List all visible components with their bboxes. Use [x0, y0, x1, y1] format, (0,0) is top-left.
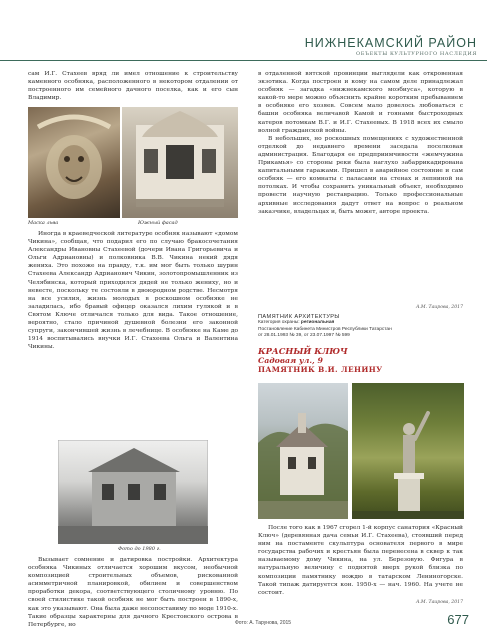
photo-south-facade	[122, 107, 238, 218]
category-label: Категория охраны:	[258, 320, 300, 325]
photo-old-building	[58, 440, 208, 544]
monument-heading	[258, 346, 463, 374]
old-building-drawing	[58, 440, 208, 544]
left-mid-text	[28, 230, 238, 351]
photo-lion-mask	[28, 107, 120, 218]
author-credit-2: А.М. Таирова, 2017	[415, 600, 463, 605]
facade-drawing	[122, 107, 238, 218]
register-heading: ПАМЯТНИК АРХИТЕКТУРЫ	[258, 314, 340, 320]
right-paragraph-bottom: После того как в 1967 сгорел 1-й корпус санатория «Красный Ключ» (деревянная дача семьи И.Г. Стахеева), стоявший перед ним на постаменте скульптура основателя первого в мире государства рабочих и крестьян была перенесена в сквер к так называемому дому Чикина, на ул. Березовую. Фигура в натуральную величину с поднятой вверх рукой близка по композиции памятнику вождю в татарском Лениногорске. Такой типаж датируется кон. 1950-х — нач. 1960. На учете не состоит.	[258, 525, 463, 596]
register-decree: Постановление Кабинета Министров Республики Татарстан	[258, 326, 392, 332]
right-paragraph-mid: В небольших, но роскошных помещениях с художественной отделкой до недавнего времени заседала поселковая администрация. Благодаря ее предприимчивости «жемчужина Прикамья» со стороны реки была наглухо забаррикадирована капитальными гаражами. Пришел в аварийное состояние и сам особняк — его комнаты с паласами на стенах и лепниной на потолках. И чтобы сохранить уникальный объект, необходимо провести научную реставрацию. Только профессиональные архивные исследования дадут ответ на вопрос о реальном заказчике, владельцах и, быть может, авторе проекта.	[258, 135, 463, 215]
category-value: региональная	[300, 320, 335, 325]
monument-drawing	[352, 383, 464, 519]
left-paragraph-bottom: Вызывает сомнение и датировка постройки. Архитектура особняка Чикиных отличается хорошим вкусом, необычной композицией строительных объемов, рискованной асимметричной планировкой, обилием и совершенством проработки декора, соответствующего столичному уровню. По своей стилистике такой особняк не мог быть построен в 1890-х, как это указывают. Она была даже несопоставиму по моде 1910-х. Такие образцы характерны для дачного Крестовского острова в Петербурге, но	[28, 557, 238, 628]
monument-street: Садовая ул., 9	[258, 356, 323, 365]
register-number: от 28.01.1993 № 39, от 23.07.1997 № 599	[258, 333, 350, 339]
header-rule	[0, 60, 487, 61]
left-paragraph-mid: Иногда в краеведческой литературе особняк называют «домом Чикина», сообщая, что подарил его по случаю бракосочетания Александры Ивановны Стахеевой (дочери Ивана Григорьевича и Ольги Адриановны) и полковника В.В. Чикина некий дядя жениха. Это похоже на правду, т.к. им мог быть только шурин Стахеева Александр Адрианович Чикин, золотопромышленник из Челябинска, который приходился дядей не только жениху, но и невесте, поскольку те состояли в двоюродном родстве. Несмотря на все усилия, жизнь молодых в роскошном особняке не заладилась, ибо бравый офицер оказался лихим гулякой и в Святом Ключе отличался только для вида. Такое отношение, вероятно, стало причиной душевной болезни его законной супруги, закончившей жизнь в лечебнице. В особняке на Каме до 1914 воспитывались внучки И.Г. Стахеева Ольга и Валентина Чикины.	[28, 231, 238, 351]
right-bottom-text	[258, 524, 463, 597]
caption-south-facade: Южный фасад	[138, 220, 178, 226]
photo-mansion	[258, 383, 348, 519]
photo-credit: Фото: А. Тарунова, 2015	[235, 620, 292, 626]
section-title: НИЖНЕКАМСКИЙ РАЙОН	[304, 36, 477, 50]
monument-location: КРАСНЫЙ КЛЮЧ	[258, 346, 348, 356]
mansion-drawing	[258, 383, 348, 519]
heritage-register	[258, 314, 463, 340]
lion-mask-drawing	[28, 107, 120, 218]
author-credit-1: А.М. Таирова, 2017	[415, 305, 463, 310]
monument-name: ПАМЯТНИК В.И. ЛЕНИНУ	[258, 365, 383, 374]
photo-lenin-monument	[352, 383, 464, 519]
right-top-text	[258, 70, 463, 216]
left-bottom-text	[28, 556, 238, 629]
section-subtitle: ОБЪЕКТЫ КУЛЬТУРНОГО НАСЛЕДИЯ	[356, 51, 477, 57]
left-top-text	[28, 70, 238, 102]
page-number: 677	[447, 612, 469, 627]
caption-lion-mask: Маска льва	[28, 220, 59, 226]
left-paragraph-top: сам И.Г. Стахеев вряд ли имел отношение к строительству каменного особняка, расположенного в некотором отдалении от построенного им семейного дачного поселка, как и его сын Владимир.	[28, 71, 238, 102]
register-category	[258, 320, 463, 327]
page-header	[0, 0, 487, 66]
caption-old-photo: Фото до 1980 г.	[118, 546, 161, 552]
right-paragraph-top: в отдаленной вятской провинции выглядели как откровенная экзотика. Когда построен и кому на самом деле принадлежал особняк — загадка «нижнекамского моэбиуса», которую в какой-то мере можно объяснить крайне коротким пребыванием в особняке его хозяев. Совсем мало довелось любоваться с башни особняка величавой Камой и гоянами быстроходных катеров потомкам В.Г. и И.Г. Стахеевых. В 1918 всех их смыло волной гражданской войны.	[258, 71, 463, 134]
